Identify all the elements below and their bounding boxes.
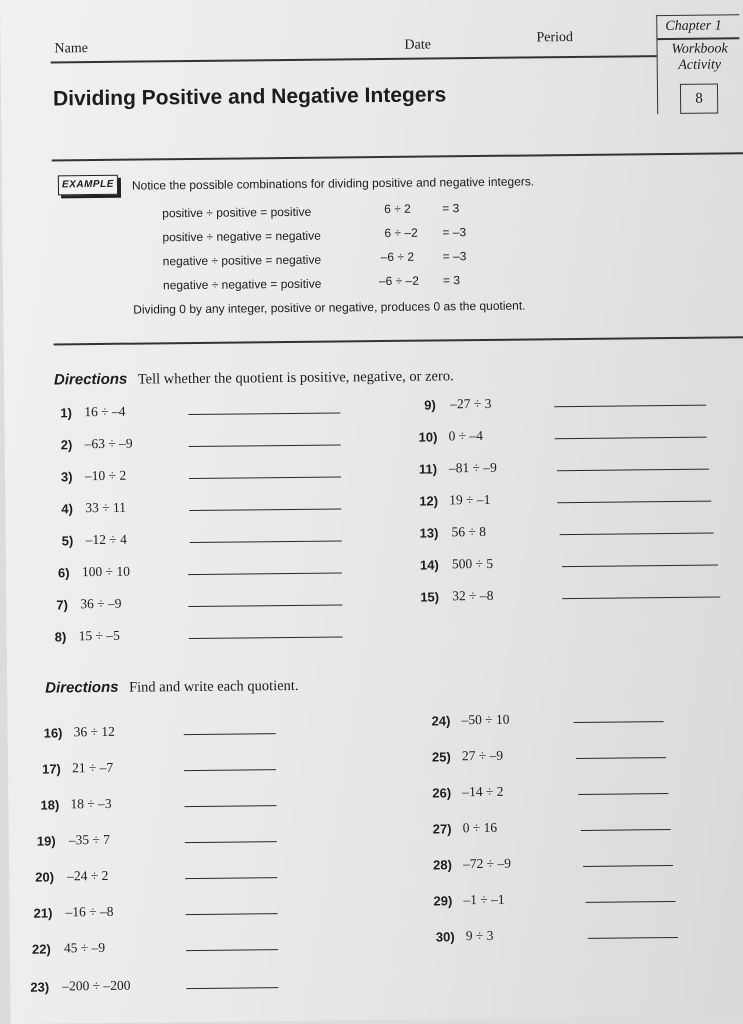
problem-expression: 9 ÷ 3 <box>465 927 494 944</box>
problem-number: 25) <box>431 749 451 765</box>
answer-blank[interactable] <box>188 572 342 575</box>
problem-number: 27) <box>432 821 452 837</box>
problem-expression: –14 ÷ 2 <box>462 783 504 800</box>
problem-expression: 15 ÷ –5 <box>78 627 120 644</box>
directions-label: Directions <box>53 370 128 389</box>
problem-number: 29) <box>433 893 453 909</box>
problem-expression: –50 ÷ 10 <box>461 711 510 728</box>
problem-expression: –10 ÷ 2 <box>84 467 127 484</box>
problem-expression: 36 ÷ –9 <box>80 595 122 612</box>
example-rule: negative ÷ positive = negative <box>162 252 322 269</box>
activity-number: 8 <box>680 83 718 113</box>
title-rule <box>52 152 743 161</box>
example-result: = –3 <box>442 249 467 264</box>
example-rule-bottom <box>54 336 743 345</box>
page-title: Dividing Positive and Negative Integers <box>52 83 447 111</box>
problem-number: 21) <box>33 905 53 921</box>
answer-blank[interactable] <box>189 444 341 447</box>
problem-expression: 0 ÷ 16 <box>462 819 498 836</box>
answer-blank[interactable] <box>581 829 671 831</box>
problem-expression: –1 ÷ –1 <box>463 891 505 908</box>
date-label: Date <box>404 37 432 53</box>
problem-number: 12) <box>419 493 439 509</box>
answer-blank[interactable] <box>189 476 341 479</box>
example-rule: positive ÷ positive = positive <box>162 204 312 221</box>
answer-blank[interactable] <box>576 757 666 759</box>
problem-expression: –24 ÷ 2 <box>67 867 109 884</box>
problem-expression: –35 ÷ 7 <box>68 831 111 848</box>
answer-blank[interactable] <box>562 565 718 568</box>
problem-number: 19) <box>36 833 56 849</box>
problem-expression: –12 ÷ 4 <box>85 531 127 548</box>
example-expression: 6 ÷ –2 <box>384 225 418 240</box>
example-rule: negative ÷ negative = positive <box>162 276 322 293</box>
answer-blank[interactable] <box>557 501 711 504</box>
problem-number: 4) <box>61 501 73 517</box>
problem-expression: –81 ÷ –9 <box>448 459 497 476</box>
answer-blank[interactable] <box>557 469 709 472</box>
problem-number: 10) <box>418 429 438 445</box>
section1-directions <box>54 367 454 389</box>
problem-expression: –200 ÷ –200 <box>62 977 131 994</box>
problem-number: 23) <box>30 979 50 995</box>
workbook-activity-label: Workbook Activity <box>671 41 728 73</box>
problem-expression: 45 ÷ –9 <box>63 939 106 956</box>
answer-blank[interactable] <box>560 533 714 536</box>
example-result: = –3 <box>442 225 467 240</box>
problem-number: 11) <box>418 461 438 477</box>
answer-blank[interactable] <box>588 937 678 939</box>
problem-expression: 16 ÷ –4 <box>84 403 126 420</box>
example-result: = 3 <box>442 201 460 216</box>
answer-blank[interactable] <box>185 841 277 843</box>
problem-number: 15) <box>420 589 440 605</box>
directions-text: Find and write each quotient. <box>128 677 299 696</box>
problem-number: 5) <box>61 533 74 549</box>
example-expression: 6 ÷ 2 <box>384 201 411 216</box>
problem-expression: –72 ÷ –9 <box>462 855 512 872</box>
zero-note: Dividing 0 by any integer, positive or negative, produces 0 as the quotient. <box>133 298 526 317</box>
problem-expression: –27 ÷ 3 <box>450 395 492 412</box>
problem-number: 7) <box>56 597 68 613</box>
answer-blank[interactable] <box>184 805 276 807</box>
problem-expression: 500 ÷ 5 <box>451 555 494 572</box>
problem-number: 16) <box>43 725 63 741</box>
answer-blank[interactable] <box>578 793 668 795</box>
problem-number: 28) <box>433 857 452 873</box>
problem-number: 22) <box>31 941 51 957</box>
problem-number: 30) <box>435 929 455 945</box>
answer-blank[interactable] <box>188 604 342 607</box>
answer-blank[interactable] <box>185 877 277 879</box>
problem-number: 24) <box>431 713 451 729</box>
example-intro: Notice the possible combinations for dividing positive and negative integers. <box>131 174 535 193</box>
answer-blank[interactable] <box>184 769 276 771</box>
problem-number: 2) <box>60 437 73 453</box>
problem-expression: 19 ÷ –1 <box>449 491 491 508</box>
problem-number: 18) <box>40 797 60 813</box>
problem-number: 1) <box>60 405 72 421</box>
directions-text: Tell whether the quotient is positive, negative, or zero. <box>137 368 454 388</box>
header-rule <box>51 55 657 63</box>
answer-blank[interactable] <box>583 865 673 867</box>
problem-expression: 100 ÷ 10 <box>81 563 130 580</box>
answer-blank[interactable] <box>555 437 707 440</box>
answer-blank[interactable] <box>188 412 340 415</box>
answer-blank[interactable] <box>554 405 706 408</box>
problem-expression: 36 ÷ 12 <box>73 723 115 740</box>
answer-blank[interactable] <box>186 949 278 951</box>
problem-expression: 21 ÷ –7 <box>71 759 114 776</box>
problem-number: 13) <box>419 525 439 541</box>
answer-blank[interactable] <box>574 721 664 723</box>
section2-directions <box>45 677 299 698</box>
answer-blank[interactable] <box>189 508 341 511</box>
answer-blank[interactable] <box>184 733 276 735</box>
problem-expression: 27 ÷ –9 <box>461 747 504 764</box>
example-tag: EXAMPLE <box>58 175 118 196</box>
problem-number: 9) <box>424 397 436 413</box>
problem-number: 20) <box>35 869 55 885</box>
answer-blank[interactable] <box>190 540 342 543</box>
answer-blank[interactable] <box>562 596 720 599</box>
problem-expression: 33 ÷ 11 <box>85 499 127 516</box>
example-expression: –6 ÷ 2 <box>380 249 415 265</box>
problem-number: 8) <box>54 629 67 645</box>
chapter-label: Chapter 1 <box>665 18 722 35</box>
problem-expression: 0 ÷ –4 <box>448 427 484 444</box>
problem-expression: 18 ÷ –3 <box>70 795 112 812</box>
problem-number: 14) <box>419 557 439 573</box>
example-rule: positive ÷ negative = negative <box>162 228 321 245</box>
answer-blank[interactable] <box>585 901 675 903</box>
period-label: Period <box>536 30 574 46</box>
problem-number: 6) <box>57 565 70 581</box>
chapter-box <box>656 14 740 114</box>
chapter-divider <box>657 37 739 39</box>
problem-number: 17) <box>41 761 61 777</box>
example-result: = 3 <box>442 273 461 288</box>
answer-blank[interactable] <box>186 987 278 989</box>
problem-expression: 56 ÷ 8 <box>451 523 487 540</box>
answer-blank[interactable] <box>186 913 278 915</box>
problem-expression: –63 ÷ –9 <box>84 435 133 452</box>
problem-expression: –16 ÷ –8 <box>65 903 114 920</box>
answer-blank[interactable] <box>189 636 343 639</box>
problem-number: 26) <box>432 785 452 801</box>
problem-number: 3) <box>60 469 73 485</box>
name-label: Name <box>54 41 89 57</box>
directions-label: Directions <box>45 678 119 697</box>
example-expression: –6 ÷ –2 <box>378 273 419 289</box>
problem-expression: 32 ÷ –8 <box>452 587 494 604</box>
